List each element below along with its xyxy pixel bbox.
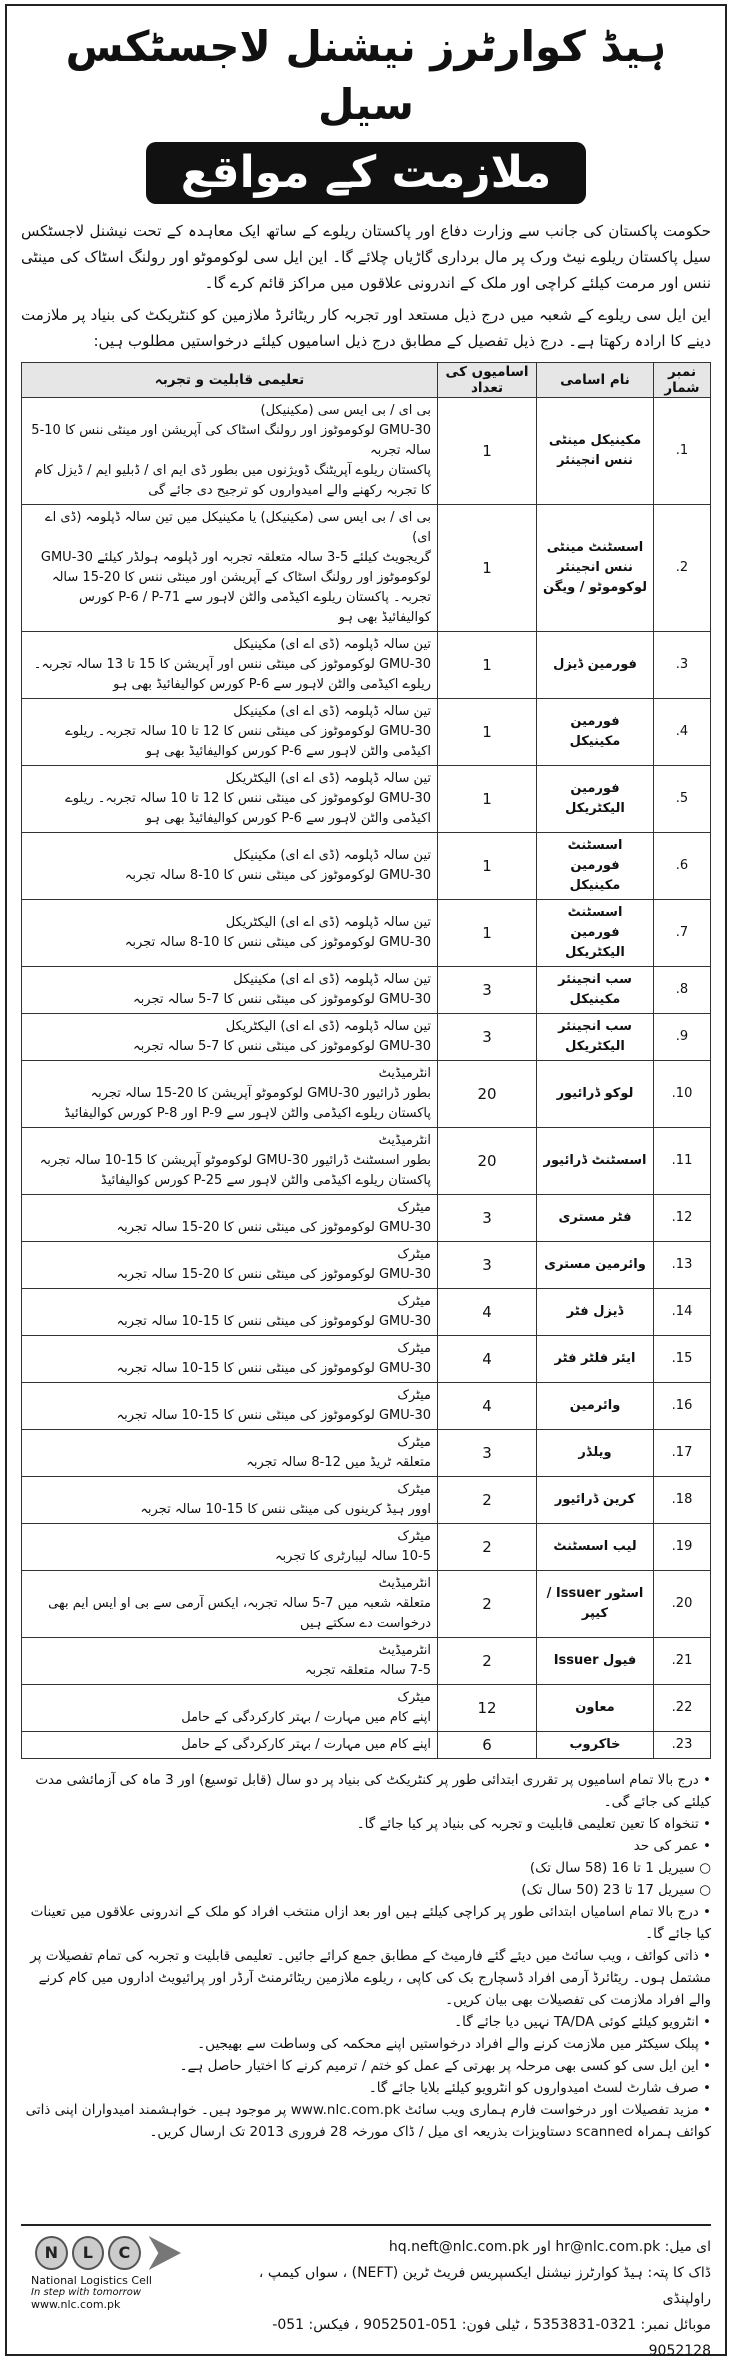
qualification-line: تین سالہ ڈپلومہ (ڈی اے ای) الیکٹریکل xyxy=(225,1019,431,1034)
row-vacancy-count: 4 xyxy=(438,1336,537,1383)
table-row xyxy=(22,833,711,900)
row-qualification xyxy=(22,1195,438,1242)
table-row xyxy=(22,1289,711,1336)
qualification-line: بطور ڈرائیور GMU-30 لوکوموٹو آپریشن کا 20-15 سالہ تجربہ xyxy=(90,1086,431,1101)
row-vacancy-count: 1 xyxy=(438,699,537,766)
note-item: ○ سیریل 17 تا 23 (50 سال تک) xyxy=(521,1882,711,1898)
qualification-line: اپنے کام میں مہارت / بہتر کارکردگی کے حامل xyxy=(181,1737,431,1752)
row-post-name: لیب اسسٹنٹ xyxy=(537,1524,654,1571)
table-row xyxy=(22,1242,711,1289)
row-vacancy-count: 20 xyxy=(438,1061,537,1128)
header-qualification: تعلیمی قابلیت و تجربہ xyxy=(22,363,438,398)
qualification-line: تین سالہ ڈپلومہ (ڈی اے ای) الیکٹریکل xyxy=(225,915,431,930)
intro-paragraph: این ایل سی ریلوے کے شعبہ میں درج ذیل مستعد اور تجربہ کار ریٹائرڈ ملازمین کو کنٹریکٹ کی بنیاد پر ملازمت دینے کا ارادہ رکھتا ہے۔ درج ذیل تفصیل کے مطابق درج ذیل اسامیوں کیلئے درخواستیں مطلوب ہیں: xyxy=(21,306,711,350)
row-post-name: سب انجینئر الیکٹریکل xyxy=(537,1014,654,1061)
row-vacancy-count: 6 xyxy=(438,1732,537,1759)
row-serial: 5. xyxy=(654,766,711,833)
qualification-line: میٹرک xyxy=(397,1529,431,1544)
qualification-line: بی ای / بی ایس سی (مکینیکل) یا مکینیکل میں تین سالہ ڈپلومہ (ڈی اے ای) xyxy=(45,510,431,545)
page-title: ہیڈ کوارٹرز نیشنل لاجسٹکس سیل xyxy=(65,22,667,129)
table-row xyxy=(22,1685,711,1732)
logo-tagline: In step with tomorrow xyxy=(31,2287,142,2298)
row-qualification xyxy=(22,699,438,766)
row-serial: 1. xyxy=(654,398,711,505)
row-vacancy-count: 3 xyxy=(438,1195,537,1242)
row-post-name: سب انجینئر مکینیکل xyxy=(537,967,654,1014)
table-row xyxy=(22,766,711,833)
row-post-name: مکینیکل مینٹی ننس انجینئر xyxy=(537,398,654,505)
logo-arrow-icon xyxy=(149,2236,181,2270)
row-qualification xyxy=(22,833,438,900)
table-header-row xyxy=(22,363,711,398)
row-qualification xyxy=(22,1128,438,1195)
table-row xyxy=(22,900,711,967)
qualification-line: متعلقہ ٹریڈ میں 12-8 سالہ تجربہ xyxy=(246,1455,431,1470)
row-post-name: وائرمین مستری xyxy=(537,1242,654,1289)
notes-list xyxy=(21,1769,711,2143)
contact-email: ای میل: hr@nlc.com.pk اور hq.neft@nlc.com.pk xyxy=(388,2239,711,2255)
row-post-name: اسٹور Issuer / کیپر xyxy=(537,1571,654,1638)
row-serial: 11. xyxy=(654,1128,711,1195)
row-serial: 3. xyxy=(654,632,711,699)
qualification-line: تین سالہ ڈپلومہ (ڈی اے ای) مکینیکل xyxy=(233,704,431,719)
row-qualification xyxy=(22,1014,438,1061)
qualification-line: گریجویٹ کیلئے 5-3 سالہ متعلقہ تجربہ اور ڈپلومہ ہولڈر کیلئے GMU-30 لوکوموٹوز اور رولنگ اسٹاک کے آپریشن اور مینٹی ننس کا 20-15 سالہ تجربہ۔ پاکستان ریلوے اکیڈمی والٹن لاہور سے P-6 / P-71 کورس کوالیفائیڈ بھی ہو xyxy=(40,550,431,625)
qualification-line: GMU-30 لوکوموٹوز کی مینٹی ننس کا 7-5 سالہ تجربہ xyxy=(133,992,431,1007)
table-row xyxy=(22,1383,711,1430)
row-serial: 17. xyxy=(654,1430,711,1477)
qualification-line: 7-5 سالہ متعلقہ تجربہ xyxy=(304,1663,431,1678)
table-row xyxy=(22,1638,711,1685)
table-row xyxy=(22,967,711,1014)
jobs-banner: ملازمت کے مواقع xyxy=(146,142,586,204)
logo-letter-c: C xyxy=(108,2236,141,2270)
jobs-table-body xyxy=(22,398,711,1759)
logo-letter-n: N xyxy=(35,2236,68,2270)
table-row xyxy=(22,632,711,699)
nlc-logo xyxy=(31,2236,181,2336)
qualification-line: اوور ہیڈ کرینوں کی مینٹی ننس کا 15-10 سالہ تجربہ xyxy=(140,1502,431,1517)
row-post-name: اسسٹنٹ فورمین الیکٹریکل xyxy=(537,900,654,967)
row-vacancy-count: 3 xyxy=(438,1014,537,1061)
table-row xyxy=(22,1524,711,1571)
row-qualification xyxy=(22,505,438,632)
row-vacancy-count: 2 xyxy=(438,1477,537,1524)
row-vacancy-count: 4 xyxy=(438,1289,537,1336)
row-serial: 2. xyxy=(654,505,711,632)
header-post: نام اسامی xyxy=(537,363,654,398)
row-serial: 16. xyxy=(654,1383,711,1430)
row-post-name: ویلڈر xyxy=(537,1430,654,1477)
qualification-line: پاکستان ریلوے آپریٹنگ ڈویژنوں میں بطور ڈی ایم ای / ڈبلیو ایم / ڈیزل کام کا تجربہ رکھنے والے امیدواروں کو ترجیح دی جائے گی xyxy=(34,463,431,498)
row-post-name: فٹر مستری xyxy=(537,1195,654,1242)
qualification-line: بی ای / بی ایس سی (مکینیکل) xyxy=(260,403,431,418)
qualification-line: تین سالہ ڈپلومہ (ڈی اے ای) الیکٹریکل xyxy=(225,771,431,786)
row-serial: 14. xyxy=(654,1289,711,1336)
row-vacancy-count: 1 xyxy=(438,766,537,833)
contact-phone: موبائل نمبر: 0321-5353831 ، ٹیلی فون: 051-9052501 ، فیکس: 051-9052128 xyxy=(272,2317,711,2359)
row-qualification xyxy=(22,1477,438,1524)
row-post-name: ڈیزل فٹر xyxy=(537,1289,654,1336)
note-item: • پبلک سیکٹر میں ملازمت کرنے والے افراد درخواستیں اپنے محکمہ کی وساطت سے بھیجیں۔ xyxy=(197,2036,711,2052)
row-qualification xyxy=(22,1571,438,1638)
note-item: • این ایل سی کو کسی بھی مرحلہ پر بھرتی کے عمل کو ختم / ترمیم کرنے کا اختیار حاصل ہے۔ xyxy=(179,2058,711,2074)
logo-letter-l: L xyxy=(72,2236,105,2270)
qualification-line: GMU-30 لوکوموٹوز کی مینٹی ننس کا 12 تا 10 سالہ تجربہ۔ ریلوے اکیڈمی والٹن لاہور سے P-6 کورس کوالیفائیڈ بھی ہو xyxy=(65,724,431,759)
row-post-name: معاون xyxy=(537,1685,654,1732)
row-serial: 23. xyxy=(654,1732,711,1759)
intro-paragraph: حکومت پاکستان کی جانب سے وزارت دفاع اور پاکستان ریلوے کے ساتھ ایک معاہدہ کے تحت نیشنل لاجسٹکس سیل پاکستان ریلوے نیٹ ورک پر مال برداری گاڑیاں چلائے گا۔ این ایل سی لوکوموٹو اور رولنگ اسٹاک کی مینٹی ننس اور مرمت کیلئے کراچی اور ملک کے اندرونی علاقوں میں مراکز قائم کرے گا۔ xyxy=(21,222,711,292)
row-post-name: فیول Issuer xyxy=(537,1638,654,1685)
row-vacancy-count: 12 xyxy=(438,1685,537,1732)
jobs-table xyxy=(21,362,711,1759)
qualification-line: GMU-30 لوکوموٹوز کی مینٹی ننس کا 20-15 سالہ تجربہ xyxy=(116,1220,431,1235)
note-item: • ذاتی کوائف ، ویب سائٹ میں دیئے گئے فارمیٹ کے مطابق جمع کرائے جائیں۔ تعلیمی قابلیت و تجربہ کی تمام تفصیلات پر مشتمل ہوں۔ ریٹائرڈ آرمی افراد ڈسچارج بک کی کاپی ، ریلوے ملازمین ریٹائرمنٹ آرڈر اور پرائیویٹ اداروں میں کام کرنے والے افراد ملازمت کی تفصیلات بھی بیان کریں۔ xyxy=(30,1948,711,2008)
row-post-name: اسسٹنٹ ڈرائیور xyxy=(537,1128,654,1195)
row-qualification xyxy=(22,1336,438,1383)
qualification-line: تین سالہ ڈپلومہ (ڈی اے ای) مکینیکل xyxy=(233,848,431,863)
qualification-line: GMU-30 لوکوموٹوز کی مینٹی ننس کا 15-10 سالہ تجربہ xyxy=(116,1361,431,1376)
note-item: • عمر کی حد xyxy=(633,1838,711,1854)
qualification-line: میٹرک xyxy=(397,1341,431,1356)
row-post-name: وائرمین xyxy=(537,1383,654,1430)
row-serial: 10. xyxy=(654,1061,711,1128)
qualification-line: انٹرمیڈیٹ xyxy=(378,1133,431,1148)
row-serial: 15. xyxy=(654,1336,711,1383)
table-row xyxy=(22,1128,711,1195)
row-serial: 6. xyxy=(654,833,711,900)
row-qualification xyxy=(22,1524,438,1571)
row-post-name: خاکروب xyxy=(537,1732,654,1759)
note-item: • انٹرویو کیلئے کوئی TA/DA نہیں دیا جائے گا۔ xyxy=(454,2014,711,2030)
row-serial: 4. xyxy=(654,699,711,766)
row-qualification xyxy=(22,900,438,967)
qualification-line: میٹرک xyxy=(397,1247,431,1262)
qualification-line: میٹرک xyxy=(397,1690,431,1705)
row-vacancy-count: 1 xyxy=(438,632,537,699)
table-row xyxy=(22,1732,711,1759)
qualification-line: انٹرمیڈیٹ xyxy=(378,1643,431,1658)
row-vacancy-count: 3 xyxy=(438,1430,537,1477)
qualification-line: میٹرک xyxy=(397,1200,431,1215)
qualification-line: GMU-30 لوکوموٹوز کی مینٹی ننس اور آپریشن کا 15 تا 13 سالہ تجربہ۔ ریلوے اکیڈمی والٹن لاہور سے P-6 کورس کوالیفائیڈ بھی ہو xyxy=(33,657,431,692)
row-qualification xyxy=(22,1732,438,1759)
qualification-line: GMU-30 لوکوموٹوز کی مینٹی ننس کا 10-8 سالہ تجربہ xyxy=(124,868,431,883)
row-post-name: اسسٹنٹ مینٹی ننس انجینئر لوکوموٹو / ویگن xyxy=(537,505,654,632)
row-vacancy-count: 1 xyxy=(438,900,537,967)
qualification-line: GMU-30 لوکوموٹوز کی مینٹی ننس کا 10-8 سالہ تجربہ xyxy=(124,935,431,950)
qualification-line: میٹرک xyxy=(397,1435,431,1450)
row-serial: 7. xyxy=(654,900,711,967)
row-qualification xyxy=(22,1685,438,1732)
row-post-name: فورمین مکینیکل xyxy=(537,699,654,766)
row-qualification xyxy=(22,632,438,699)
row-vacancy-count: 3 xyxy=(438,1242,537,1289)
row-qualification xyxy=(22,1638,438,1685)
header-sr: نمبر شمار xyxy=(654,363,711,398)
logo-name: National Logistics Cell xyxy=(31,2274,152,2287)
qualification-line: GMU-30 لوکوموٹوز کی مینٹی ننس کا 12 تا 10 سالہ تجربہ۔ ریلوے اکیڈمی والٹن لاہور سے P-6 کورس کوالیفائیڈ بھی ہو xyxy=(65,791,431,826)
qualification-line: GMU-30 لوکوموٹوز کی مینٹی ننس کا 20-15 سالہ تجربہ xyxy=(116,1267,431,1282)
qualification-line: بطور اسسٹنٹ ڈرائیور GMU-30 لوکوموٹو آپریشن کا 15-10 سالہ تجربہ xyxy=(39,1153,431,1168)
row-vacancy-count: 2 xyxy=(438,1571,537,1638)
qualification-line: پاکستان ریلوے اکیڈمی والٹن لاہور سے P-9 اور P-8 کورس کوالیفائیڈ xyxy=(64,1106,431,1121)
table-row xyxy=(22,1336,711,1383)
row-vacancy-count: 4 xyxy=(438,1383,537,1430)
qualification-line: GMU-30 لوکوموٹوز کی مینٹی ننس کا 7-5 سالہ تجربہ xyxy=(133,1039,431,1054)
contact-info xyxy=(241,2234,711,2364)
row-serial: 8. xyxy=(654,967,711,1014)
row-post-name: فورمین الیکٹریکل xyxy=(537,766,654,833)
header-count: اسامیوں کی تعداد xyxy=(438,363,537,398)
row-qualification xyxy=(22,1430,438,1477)
row-qualification xyxy=(22,1242,438,1289)
contact-address: ڈاک کا پتہ: ہیڈ کوارٹرز نیشنل ایکسپریس فریٹ ٹرین (NEFT) ، سواں کیمپ ، راولپنڈی xyxy=(258,2265,711,2307)
qualification-line: متعلقہ شعبہ میں 7-5 سالہ تجربہ، ایکس آرمی سے بی او ایس ایم بھی درخواست دے سکتے ہیں xyxy=(48,1596,431,1631)
note-item: ○ سیریل 1 تا 16 (58 سال تک) xyxy=(529,1860,711,1876)
note-item: • صرف شارٹ لسٹ امیدواروں کو انٹرویو کیلئے بلایا جائے گا۔ xyxy=(368,2080,711,2096)
note-item: • درج بالا تمام اسامیاں ابتدائی طور پر کراچی کیلئے ہیں اور بعد ازاں منتخب افراد کو ملک کے اندرونی علاقوں میں تعینات کیا جائے گا۔ xyxy=(30,1904,711,1942)
row-serial: 9. xyxy=(654,1014,711,1061)
qualification-line: میٹرک xyxy=(397,1294,431,1309)
table-row xyxy=(22,1195,711,1242)
qualification-line: تین سالہ ڈپلومہ (ڈی اے ای) مکینیکل xyxy=(233,972,431,987)
qualification-line: GMU-30 لوکوموٹوز کی مینٹی ننس کا 15-10 سالہ تجربہ xyxy=(116,1314,431,1329)
table-row xyxy=(22,1014,711,1061)
advertisement-page xyxy=(5,4,727,2359)
row-qualification xyxy=(22,967,438,1014)
qualification-line: انٹرمیڈیٹ xyxy=(378,1066,431,1081)
table-row xyxy=(22,1571,711,1638)
table-row xyxy=(22,1061,711,1128)
row-vacancy-count: 2 xyxy=(438,1638,537,1685)
row-qualification xyxy=(22,766,438,833)
row-serial: 20. xyxy=(654,1571,711,1638)
intro-text xyxy=(21,218,711,354)
note-item: • درج بالا تمام اسامیوں پر تقرری ابتدائی طور پر کنٹریکٹ کی بنیاد پر دو سال (قابل توسیع) اور 3 ماہ کی آزمائشی مدت کیلئے کی جائے گی۔ xyxy=(35,1772,711,1810)
logo-url: www.nlc.com.pk xyxy=(31,2298,121,2311)
qualification-line: تین سالہ ڈپلومہ (ڈی اے ای) مکینیکل xyxy=(233,637,431,652)
row-serial: 22. xyxy=(654,1685,711,1732)
qualification-line: اپنے کام میں مہارت / بہتر کارکردگی کے حامل xyxy=(181,1710,431,1725)
row-serial: 18. xyxy=(654,1477,711,1524)
row-qualification xyxy=(22,398,438,505)
table-row xyxy=(22,1477,711,1524)
qualification-line: میٹرک xyxy=(397,1482,431,1497)
row-vacancy-count: 1 xyxy=(438,505,537,632)
row-qualification xyxy=(22,1383,438,1430)
table-row xyxy=(22,1430,711,1477)
row-vacancy-count: 3 xyxy=(438,967,537,1014)
table-row xyxy=(22,398,711,505)
row-vacancy-count: 1 xyxy=(438,833,537,900)
row-serial: 21. xyxy=(654,1638,711,1685)
qualification-line: GMU-30 لوکوموٹوز اور رولنگ اسٹاک کی آپریشن اور مینٹی ننس کا 10-5 سالہ تجربہ xyxy=(31,423,431,458)
qualification-line: انٹرمیڈیٹ xyxy=(378,1576,431,1591)
note-item: • مزید تفصیلات اور درخواست فارم ہماری ویب سائٹ www.nlc.com.pk پر موجود ہیں۔ خواہشمند امیدواران اپنی ذاتی کوائف ہمراہ scanned دستاویزات بذریعہ ای میل / ڈاک مورخہ 28 فروری 2013 تک ارسال کریں۔ xyxy=(25,2102,711,2140)
table-row xyxy=(22,505,711,632)
row-serial: 12. xyxy=(654,1195,711,1242)
row-post-name: اسسٹنٹ فورمین مکینیکل xyxy=(537,833,654,900)
qualification-line: میٹرک xyxy=(397,1388,431,1403)
note-item: • تنخواہ کا تعین تعلیمی قابلیت و تجربہ کی بنیاد پر کیا جائے گا۔ xyxy=(356,1816,711,1832)
row-post-name: فورمین ڈیزل xyxy=(537,632,654,699)
row-vacancy-count: 1 xyxy=(438,398,537,505)
row-post-name: لوکو ڈرائیور xyxy=(537,1061,654,1128)
row-qualification xyxy=(22,1061,438,1128)
qualification-line: GMU-30 لوکوموٹوز کی مینٹی ننس کا 15-10 سالہ تجربہ xyxy=(116,1408,431,1423)
table-row xyxy=(22,699,711,766)
row-serial: 13. xyxy=(654,1242,711,1289)
row-post-name: کرین ڈرائیور xyxy=(537,1477,654,1524)
footer xyxy=(21,2224,711,2359)
qualification-line: پاکستان ریلوے اکیڈمی والٹن لاہور سے P-25 کورس کوالیفائیڈ xyxy=(100,1173,431,1188)
row-vacancy-count: 20 xyxy=(438,1128,537,1195)
row-serial: 19. xyxy=(654,1524,711,1571)
row-qualification xyxy=(22,1289,438,1336)
row-vacancy-count: 2 xyxy=(438,1524,537,1571)
qualification-line: 10-5 سالہ لیبارٹری کا تجربہ xyxy=(274,1549,431,1564)
row-post-name: ایئر فلٹر فٹر xyxy=(537,1336,654,1383)
